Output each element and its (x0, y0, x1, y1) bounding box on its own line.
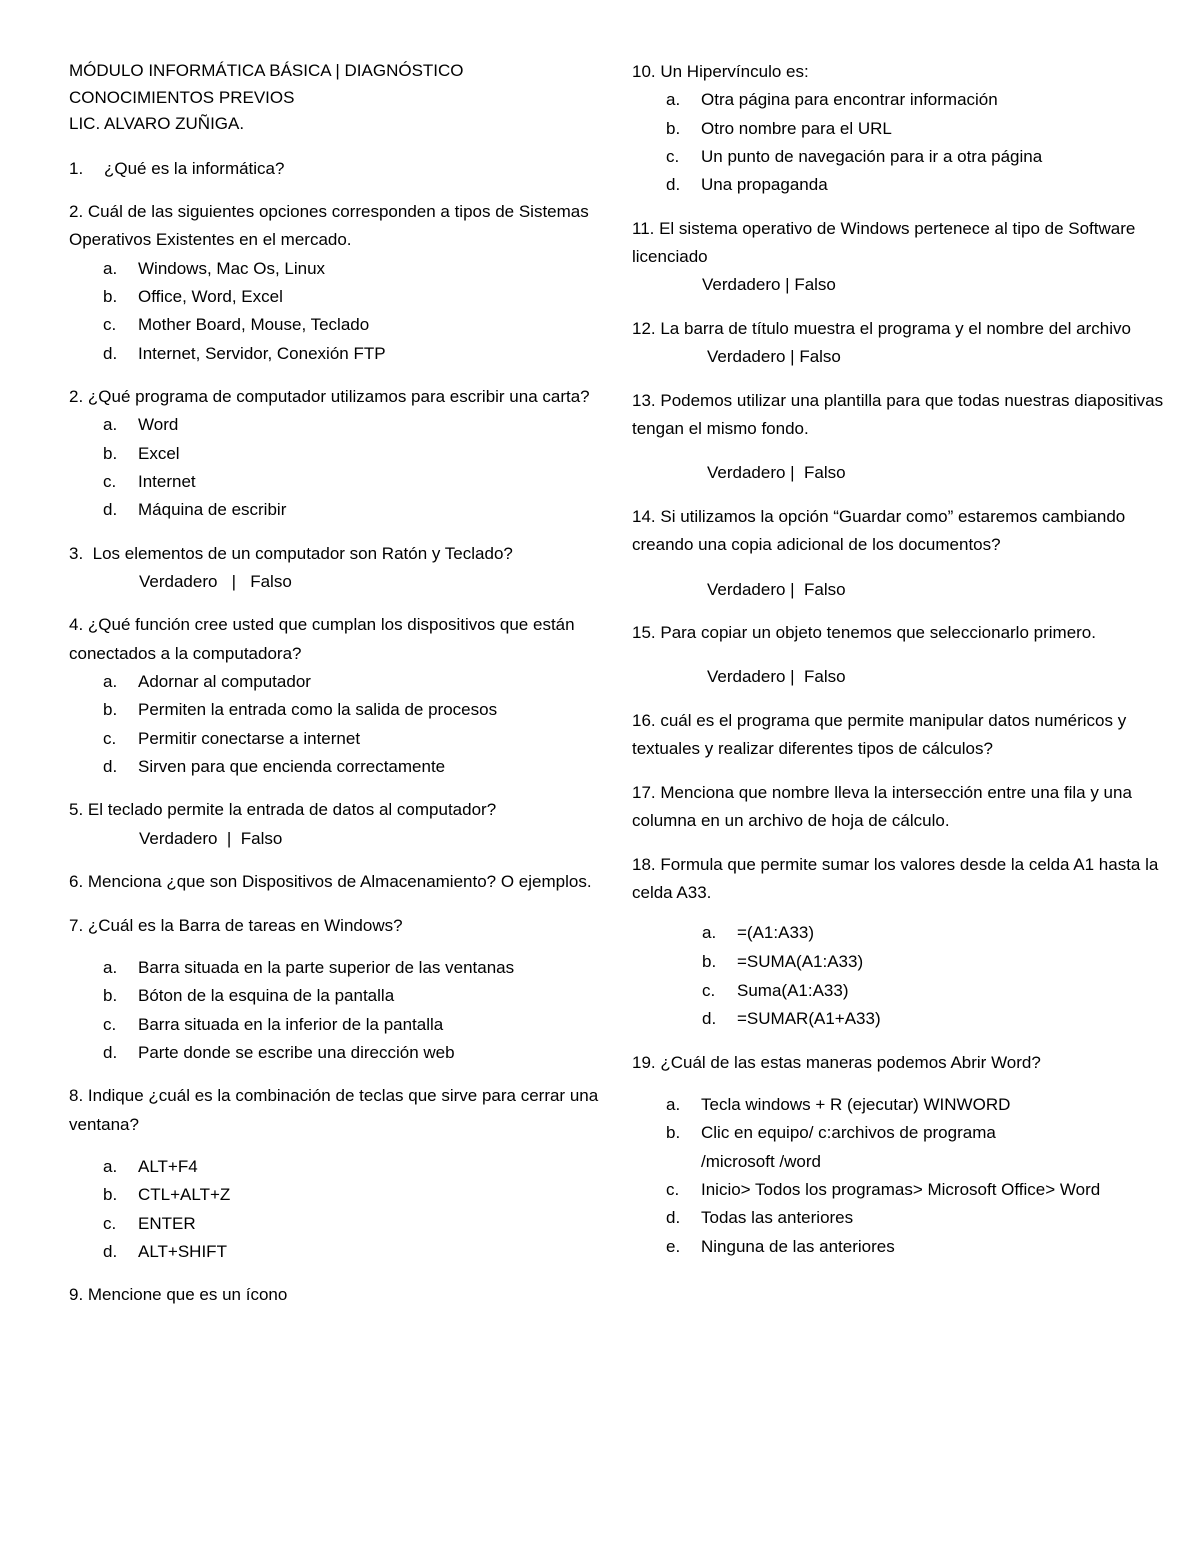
option-item (103, 696, 609, 724)
option-letter: a. (666, 90, 681, 110)
option-letter: b. (103, 700, 118, 720)
option-letter: d. (666, 1208, 681, 1228)
option-list (69, 255, 609, 368)
option-letter: c. (666, 147, 680, 166)
true-false-answer: Verdadero | Falso (139, 828, 283, 848)
option-list (69, 668, 609, 781)
option-item (103, 311, 609, 339)
option-text: ALT+SHIFT (138, 1241, 227, 1261)
option-item (666, 1091, 1172, 1119)
question-text: 19. ¿Cuál de las estas maneras podemos Abrir Word? (632, 1052, 1041, 1072)
option-letter: b. (103, 287, 118, 307)
question-15 (632, 619, 1172, 692)
option-letter: c. (103, 471, 117, 491)
option-text: =SUMA(A1:A33) (737, 951, 864, 971)
question-text: 14. Si utilizamos la opción “Guardar como” estaremos cambiando creando una copia adicional de los documentos? (632, 506, 1126, 555)
option-item (103, 1011, 609, 1039)
document-header (69, 58, 609, 138)
question-2b (69, 383, 609, 525)
option-item (666, 143, 1172, 171)
option-letter: d. (702, 1009, 717, 1029)
option-text: Windows, Mac Os, Linux (138, 258, 326, 278)
question-16 (632, 707, 1172, 764)
option-item (666, 115, 1172, 143)
option-text: Todas las anteriores (701, 1208, 854, 1228)
option-item (103, 1238, 609, 1266)
option-list (632, 86, 1172, 199)
question-text: 8. Indique ¿cuál es la combinación de teclas que sirve para cerrar una ventana? (69, 1086, 599, 1134)
option-item (103, 283, 609, 311)
question-19 (632, 1049, 1172, 1261)
option-item (103, 753, 609, 781)
option-letter: c. (702, 980, 716, 1000)
option-letter: e. (666, 1236, 681, 1256)
option-text: Inicio> Todos los programas> Microsoft Office> Word (701, 1179, 1101, 1199)
question-text: 4. ¿Qué función cree usted que cumplan los dispositivos que están conectados a la computadora? (69, 615, 575, 663)
option-letter: b. (103, 443, 118, 463)
option-text: Sirven para que encienda correctamente (138, 757, 446, 777)
option-text: Un punto de navegación para ir a otra página (701, 147, 1043, 166)
question-2a (69, 198, 609, 368)
option-text: Otra página para encontrar información (701, 90, 998, 110)
option-item (103, 440, 609, 468)
option-letter: c. (666, 1179, 680, 1199)
question-13 (632, 387, 1172, 488)
question-text: 17. Menciona que nombre lleva la intersección entre una fila y una columna en un archivo de hoja de cálculo. (632, 782, 1132, 831)
option-letter: a. (103, 957, 118, 977)
option-item (103, 1153, 609, 1181)
question-text: 10. Un Hipervínculo es: (632, 62, 809, 81)
true-false-answer: Verdadero | Falso (707, 463, 846, 483)
option-text: ALT+F4 (138, 1156, 198, 1176)
option-item (702, 1005, 1172, 1034)
option-item (666, 1176, 1172, 1204)
option-item (103, 668, 609, 696)
question-text: 12. La barra de título muestra el programa y el nombre del archivo (632, 318, 1131, 338)
question-17 (632, 779, 1172, 836)
option-text: Internet, Servidor, Conexión FTP (138, 343, 386, 363)
question-11 (632, 215, 1172, 300)
option-item (666, 1204, 1172, 1232)
question-text: 2. Cuál de las siguientes opciones corresponden a tipos de Sistemas Operativos Existentes en el mercado. (69, 201, 589, 250)
question-text: 7. ¿Cuál es la Barra de tareas en Windows? (69, 915, 403, 935)
question-18 (632, 851, 1172, 1034)
left-column (69, 58, 609, 1325)
option-text: Máquina de escribir (138, 500, 287, 520)
option-letter: c. (103, 315, 117, 335)
true-false-answer: Verdadero | Falso (707, 579, 846, 599)
option-letter: c. (103, 1213, 117, 1233)
option-item (103, 255, 609, 283)
question-text: 9. Mencione que es un ícono (69, 1285, 288, 1305)
option-list (69, 1153, 609, 1266)
option-letter: d. (666, 175, 681, 195)
question-9 (69, 1281, 609, 1309)
option-letter: b. (103, 986, 118, 1006)
option-item (702, 919, 1172, 948)
question-text: 3. Los elementos de un computador son Ratón y Teclado? (69, 543, 513, 563)
option-text: Otro nombre para el URL (701, 118, 892, 138)
option-item (103, 725, 609, 753)
question-text: 6. Menciona ¿que son Dispositivos de Almacenamiento? O ejemplos. (69, 872, 592, 892)
option-letter: b. (666, 1123, 681, 1143)
option-letter: d. (103, 343, 118, 363)
option-item (103, 496, 609, 524)
option-letter: b. (103, 1185, 118, 1205)
option-item (103, 340, 609, 368)
question-text: 16. cuál es el programa que permite manipular datos numéricos y textuales y realizar diferentes tipos de cálculos? (632, 710, 1127, 759)
option-text: Mother Board, Mouse, Teclado (138, 315, 370, 335)
question-6 (69, 868, 609, 896)
question-1 (69, 155, 609, 183)
option-list (632, 1091, 1172, 1261)
option-text: CTL+ALT+Z (138, 1185, 231, 1205)
true-false-answer: Verdadero | Falso (139, 571, 292, 591)
question-text: 11. El sistema operativo de Windows pertenece al tipo de Software licenciado (632, 218, 1136, 266)
option-letter: a. (702, 923, 717, 943)
option-text: Ninguna de las anteriores (701, 1236, 895, 1256)
question-text: 15. Para copiar un objeto tenemos que seleccionarlo primero. (632, 623, 1096, 643)
option-item (666, 1233, 1172, 1261)
question-4 (69, 611, 609, 781)
option-item (666, 171, 1172, 199)
option-item (103, 1210, 609, 1238)
question-10 (632, 58, 1172, 200)
option-text: =SUMAR(A1+A33) (737, 1009, 881, 1029)
option-letter: a. (103, 672, 118, 692)
option-letter: d. (103, 757, 118, 777)
option-letter: a. (103, 1156, 118, 1176)
option-letter: c. (103, 1014, 117, 1034)
option-list (69, 411, 609, 524)
option-item (702, 948, 1172, 977)
option-list (632, 919, 1172, 1033)
option-text: Bóton de la esquina de la pantalla (138, 986, 395, 1006)
option-letter: d. (103, 1241, 118, 1261)
option-letter: a. (103, 258, 118, 278)
question-number: 1. (69, 158, 84, 178)
true-false-answer: Verdadero | Falso (707, 667, 846, 687)
option-text: ENTER (138, 1213, 196, 1233)
option-text: Word (138, 415, 179, 435)
option-text: Adornar al computador (138, 672, 311, 692)
true-false-answer: Verdadero | Falso (707, 347, 841, 367)
option-text: Tecla windows + R (ejecutar) WINWORD (701, 1095, 1011, 1115)
option-letter: d. (103, 500, 118, 520)
true-false-answer: Verdadero | Falso (702, 275, 836, 295)
option-text: Permiten la entrada como la salida de procesos (138, 700, 498, 720)
question-8 (69, 1082, 609, 1266)
question-text: ¿Qué es la informática? (104, 158, 285, 178)
question-text: 5. El teclado permite la entrada de datos al computador? (69, 800, 497, 820)
question-14 (632, 503, 1172, 604)
option-text: Una propaganda (701, 175, 828, 195)
option-list (69, 954, 609, 1067)
header-title: MÓDULO INFORMÁTICA BÁSICA | DIAGNÓSTICO (69, 61, 464, 80)
question-12 (632, 315, 1172, 372)
option-item (666, 86, 1172, 114)
option-text: Barra situada en la inferior de la pantalla (138, 1014, 444, 1034)
option-text: Office, Word, Excel (138, 287, 283, 307)
option-letter: a. (666, 1095, 681, 1115)
header-author: LIC. ALVARO ZUÑIGA. (69, 114, 245, 133)
option-item (103, 982, 609, 1010)
question-3 (69, 540, 609, 597)
option-letter: d. (103, 1042, 118, 1062)
option-letter: b. (702, 951, 717, 971)
option-text: Excel (138, 443, 180, 463)
option-item (666, 1119, 1172, 1176)
question-text: 18. Formula que permite sumar los valores desde la celda A1 hasta la celda A33. (632, 854, 1159, 902)
option-text: Clic en equipo/ c:archivos de programa /microsoft /word (701, 1123, 996, 1171)
option-text: Barra situada en la parte superior de las ventanas (138, 957, 515, 977)
option-text: Permitir conectarse a internet (138, 728, 361, 748)
option-item (103, 1181, 609, 1209)
option-text: Internet (138, 471, 196, 491)
option-letter: c. (103, 728, 117, 748)
option-item (103, 954, 609, 982)
option-text: Suma(A1:A33) (737, 980, 849, 1000)
option-text: Parte donde se escribe una dirección web (138, 1042, 455, 1062)
option-text: =(A1:A33) (737, 923, 815, 943)
option-item (103, 411, 609, 439)
header-subtitle: CONOCIMIENTOS PREVIOS (69, 87, 295, 107)
option-item (103, 468, 609, 496)
question-text: 2. ¿Qué programa de computador utilizamos para escribir una carta? (69, 386, 590, 406)
question-text: 13. Podemos utilizar una plantilla para que todas nuestras diapositivas tengan el mismo fondo. (632, 390, 1164, 439)
option-item (103, 1039, 609, 1067)
option-letter: b. (666, 118, 681, 138)
question-7 (69, 912, 609, 1068)
question-5 (69, 796, 609, 853)
option-letter: a. (103, 415, 118, 435)
right-column (632, 58, 1172, 1276)
option-item (702, 977, 1172, 1006)
